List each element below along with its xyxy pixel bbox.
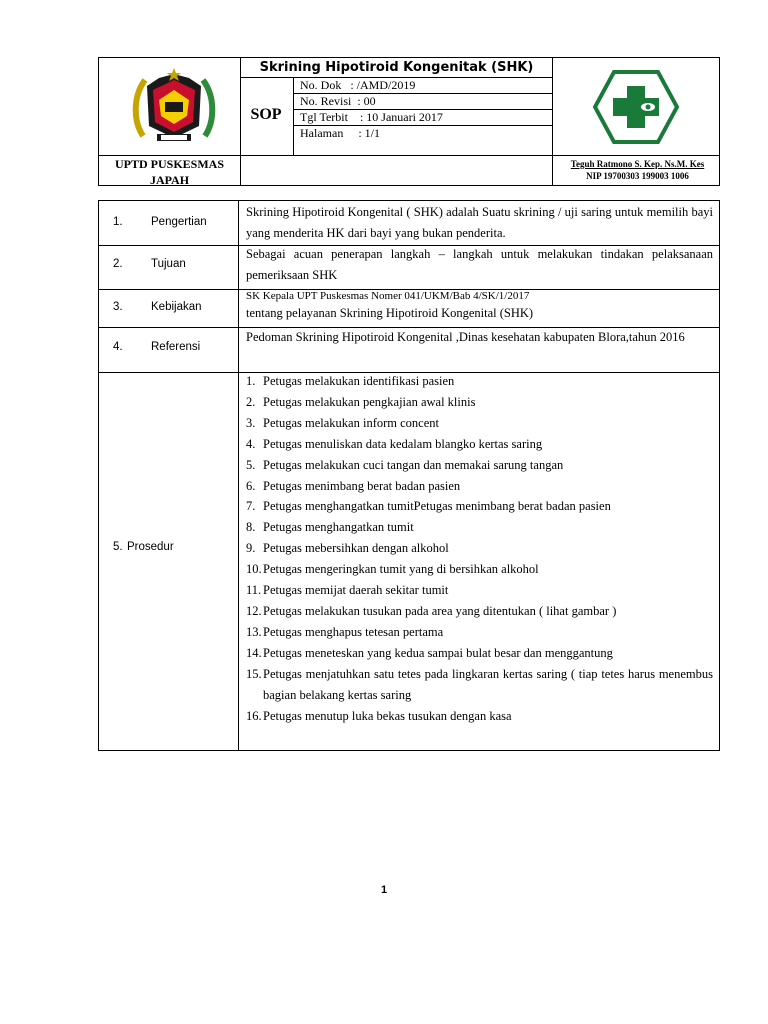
step-number: 1. — [246, 374, 256, 388]
section-label-prosedur: Prosedur — [127, 541, 174, 553]
regional-emblem-icon — [129, 66, 219, 148]
section-label-kebijakan: Kebijakan — [151, 301, 202, 313]
section-content-kebijakan-line1: SK Kepala UPT Puskesmas Nomer 041/UKM/Bab 4/SK/1/2017 — [246, 290, 530, 302]
divider — [552, 58, 553, 185]
procedure-step — [246, 643, 713, 664]
step-number: 3. — [246, 415, 256, 430]
meta-issue-date: Tgl Terbit : 10 Januari 2017 — [300, 110, 443, 124]
step-number: 13. — [246, 624, 262, 639]
step-text: Petugas menimbang berat badan pasien — [263, 478, 461, 493]
step-text: Petugas melakukan cuci tangan dan memakai sarung tangan — [263, 457, 564, 472]
procedure-step — [246, 601, 713, 622]
step-text: Petugas menghapus tetesan pertama — [263, 624, 444, 639]
step-number: 14. — [246, 645, 262, 660]
signer-nip: NIP 19700303 199003 1006 — [586, 171, 689, 181]
organization-name: UPTD PUSKESMAS JAPAH — [114, 157, 224, 187]
step-text: Petugas menghangatkan tumitPetugas menimbang berat badan pasien — [263, 499, 611, 514]
section-content-referensi: Pedoman Skrining Hipotiroid Kongenital ,Dinas kesehatan kabupaten Blora,tahun 2016 — [246, 330, 685, 344]
procedure-step — [246, 622, 713, 643]
step-number: 4. — [246, 436, 256, 451]
procedure-step — [246, 517, 713, 538]
puskesmas-logo-icon — [593, 70, 679, 144]
procedure-step — [246, 455, 713, 476]
section-content-kebijakan-line2: tentang pelayanan Skrining Hipotiroid Kongenital (SHK) — [246, 306, 534, 320]
procedure-step — [246, 538, 713, 559]
page-number: 1 — [380, 884, 388, 896]
procedure-step — [246, 371, 713, 392]
meta-doc-number: No. Dok : /AMD/2019 — [300, 78, 416, 92]
sop-label: SOP — [250, 106, 282, 123]
step-text: Petugas melakukan pengkajian awal klinis — [263, 394, 476, 409]
section-number: 1. — [113, 216, 123, 228]
section-content-pengertian: Skrining Hipotiroid Kongenital ( SHK) adalah Suatu skrining / uji saring untuk memilih bayi yang menderita HK dari bayi yang bukan penderita. — [246, 205, 713, 240]
section-number: 4. — [113, 341, 123, 353]
divider — [293, 77, 294, 156]
step-text: Petugas mebersihkan dengan alkohol — [263, 541, 449, 556]
divider — [238, 201, 239, 750]
procedure-step — [246, 664, 713, 706]
signatory — [554, 158, 721, 182]
procedure-step — [246, 413, 713, 434]
procedure-step — [246, 706, 713, 727]
step-number: 8. — [246, 520, 256, 535]
section-number: 3. — [113, 301, 123, 313]
section-label-pengertian: Pengertian — [151, 216, 207, 228]
step-text: Petugas menghangatkan tumit — [263, 520, 414, 535]
procedure-step — [246, 559, 713, 580]
procedure-step — [246, 496, 713, 517]
section-number: 5. — [113, 541, 123, 553]
step-text: Petugas menjatuhkan satu tetes pada lingkaran kertas saring ( tiap tetes harus menembus bagian belakang kertas saring — [263, 666, 713, 702]
procedure-step — [246, 434, 713, 455]
step-number: 10. — [246, 562, 262, 577]
step-number: 9. — [246, 541, 256, 556]
step-number: 12. — [246, 603, 262, 618]
step-number: 5. — [246, 457, 256, 472]
step-text: Petugas menutup luka bekas tusukan dengan kasa — [263, 708, 512, 723]
step-number: 2. — [246, 394, 256, 409]
procedure-step — [246, 476, 713, 497]
signer-name: Teguh Ratmono S. Kep. Ns.M. Kes — [570, 159, 705, 169]
step-text: Petugas melakukan identifikasi pasien — [263, 374, 455, 388]
step-number: 16. — [246, 708, 262, 723]
meta-page: Halaman : 1/1 — [300, 126, 380, 140]
procedure-steps-list — [246, 371, 713, 726]
step-text: Petugas menuliskan data kedalam blangko kertas saring — [263, 436, 543, 451]
meta-revision: No. Revisi : 00 — [300, 94, 376, 108]
step-text: Petugas melakukan tusukan pada area yang ditentukan ( lihat gambar ) — [263, 603, 617, 618]
document-title: Skrining Hipotiroid Kongenitak (SHK) — [259, 60, 534, 75]
step-number: 15. — [246, 666, 262, 681]
step-text: Petugas meneteskan yang kedua sampai bulat besar dan menggantung — [263, 645, 613, 660]
step-number: 7. — [246, 499, 256, 514]
step-text: Petugas melakukan inform concent — [263, 415, 439, 430]
step-number: 6. — [246, 478, 256, 493]
sop-header — [98, 57, 720, 186]
procedure-step — [246, 392, 713, 413]
section-label-tujuan: Tujuan — [151, 258, 186, 270]
section-label-referensi: Referensi — [151, 341, 201, 353]
sop-content-table — [98, 200, 720, 751]
step-text: Petugas memijat daerah sekitar tumit — [263, 583, 449, 598]
section-content-tujuan: Sebagai acuan penerapan langkah – langkah untuk melakukan tindakan pelaksanaan pemeriksaan SHK — [246, 247, 713, 282]
procedure-step — [246, 580, 713, 601]
section-number: 2. — [113, 258, 123, 270]
step-text: Petugas mengeringkan tumit yang di bersihkan alkohol — [263, 562, 539, 577]
step-number: 11. — [246, 583, 262, 598]
